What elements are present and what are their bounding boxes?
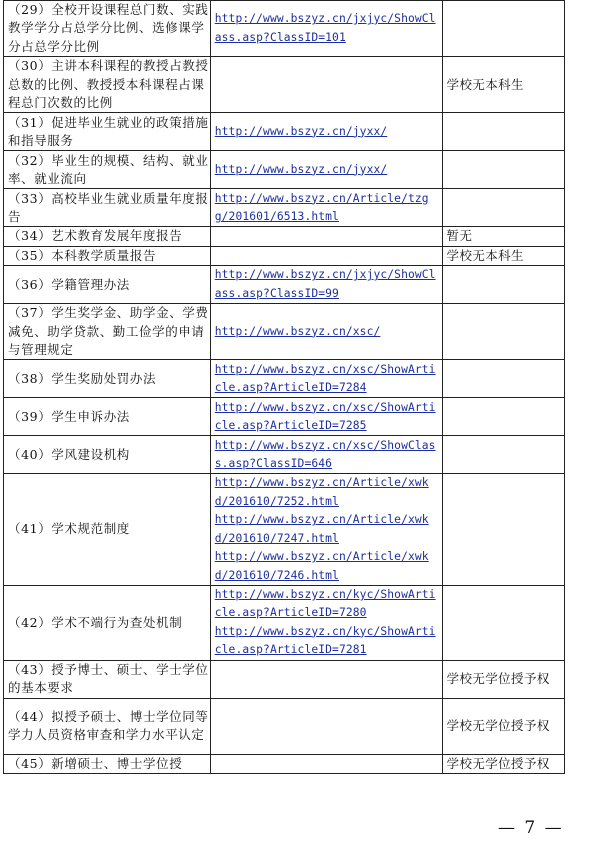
item-cell: （33）高校毕业生就业质量年度报告 <box>4 189 211 227</box>
table-row <box>4 660 565 698</box>
table-row <box>4 227 565 246</box>
table-row <box>4 57 565 113</box>
note-cell: 学校无学位授予权 <box>442 660 564 698</box>
note-cell <box>442 151 564 189</box>
item-cell: （36）学籍管理办法 <box>4 266 211 304</box>
table-row <box>4 754 565 773</box>
table-row <box>4 266 565 304</box>
table-row <box>4 189 565 227</box>
note-cell <box>442 266 564 304</box>
link-cell <box>210 360 442 398</box>
document-link[interactable]: http://www.bszyz.cn/jyxx/ <box>214 124 388 138</box>
document-link[interactable]: http://www.bszyz.cn/Article/xwkd/201610/7246.html <box>214 550 429 582</box>
note-cell: 学校无本科生 <box>442 57 564 113</box>
item-cell: （41）学术规范制度 <box>4 474 211 585</box>
page-number: — 7 — <box>498 818 564 838</box>
link-cell <box>210 1 442 57</box>
table-row <box>4 698 565 754</box>
table-row <box>4 360 565 398</box>
item-cell: （45）新增硕士、博士学位授 <box>4 754 211 773</box>
link-cell <box>210 660 442 698</box>
document-link[interactable]: http://www.bszyz.cn/kyc/ShowArticle.asp?ArticleID=7281 <box>214 624 436 657</box>
document-link[interactable]: http://www.bszyz.cn/Article/xwkd/201610/7252.html <box>214 476 429 508</box>
item-cell: （37）学生奖学金、助学金、学费减免、助学贷款、勤工俭学的申请与管理规定 <box>4 304 211 360</box>
item-cell: （29）全校开设课程总门数、实践教学学分占总学分比例、选修课学分占总学分比例 <box>4 1 211 57</box>
link-cell <box>210 57 442 113</box>
item-cell: （35）本科教学质量报告 <box>4 246 211 265</box>
table-row <box>4 436 565 474</box>
item-cell: （43）授予博士、硕士、学士学位的基本要求 <box>4 660 211 698</box>
link-cell <box>210 754 442 773</box>
note-cell: 学校无学位授予权 <box>442 754 564 773</box>
note-cell: 学校无本科生 <box>442 246 564 265</box>
link-cell <box>210 266 442 304</box>
table-row <box>4 304 565 360</box>
document-link[interactable]: http://www.bszyz.cn/xsc/ShowClass.asp?ClassID=646 <box>214 438 436 470</box>
disclosure-table <box>3 0 565 774</box>
table-row <box>4 246 565 265</box>
note-cell <box>442 189 564 227</box>
link-cell <box>210 474 442 585</box>
link-cell <box>210 227 442 246</box>
item-cell: （42）学术不端行为查处机制 <box>4 585 211 660</box>
item-cell: （31）促进毕业生就业的政策措施和指导服务 <box>4 113 211 151</box>
document-link[interactable]: http://www.bszyz.cn/Article/xwkd/201610/7247.html <box>214 513 429 545</box>
note-cell <box>442 585 564 660</box>
table-row <box>4 474 565 585</box>
link-cell <box>210 189 442 227</box>
item-cell: （34）艺术教育发展年度报告 <box>4 227 211 246</box>
document-link[interactable]: http://www.bszyz.cn/xsc/ <box>214 324 381 338</box>
item-cell: （44）拟授予硕士、博士学位同等学力人员资格审查和学力水平认定 <box>4 698 211 754</box>
note-cell <box>442 304 564 360</box>
document-link[interactable]: http://www.bszyz.cn/jxjyc/ShowClass.asp?ClassID=99 <box>214 268 436 300</box>
link-cell <box>210 398 442 436</box>
link-cell <box>210 246 442 265</box>
note-cell <box>442 360 564 398</box>
document-link[interactable]: http://www.bszyz.cn/Article/tzgg/201601/6513.html <box>214 191 429 223</box>
link-cell <box>210 304 442 360</box>
note-cell: 学校无学位授予权 <box>442 698 564 754</box>
item-cell: （38）学生奖励处罚办法 <box>4 360 211 398</box>
note-cell <box>442 436 564 474</box>
note-cell <box>442 398 564 436</box>
item-cell: （30）主讲本科课程的教授占教授总数的比例、教授授本科课程占课程总门次数的比例 <box>4 57 211 113</box>
document-link[interactable]: http://www.bszyz.cn/jxjyc/ShowClass.asp?ClassID=101 <box>214 12 436 44</box>
note-cell <box>442 1 564 57</box>
item-cell: （39）学生申诉办法 <box>4 398 211 436</box>
note-cell: 暂无 <box>442 227 564 246</box>
document-link[interactable]: http://www.bszyz.cn/xsc/ShowArticle.asp?ArticleID=7284 <box>214 362 436 394</box>
link-cell <box>210 585 442 660</box>
document-link[interactable]: http://www.bszyz.cn/kyc/ShowArticle.asp?ArticleID=7280 <box>214 587 436 620</box>
link-cell <box>210 151 442 189</box>
item-cell: （32）毕业生的规模、结构、就业率、就业流向 <box>4 151 211 189</box>
note-cell <box>442 474 564 585</box>
link-cell <box>210 113 442 151</box>
item-cell: （40）学风建设机构 <box>4 436 211 474</box>
document-link[interactable]: http://www.bszyz.cn/jyxx/ <box>214 162 388 176</box>
note-cell <box>442 113 564 151</box>
table-row <box>4 113 565 151</box>
link-cell <box>210 698 442 754</box>
table-row <box>4 1 565 57</box>
document-link[interactable]: http://www.bszyz.cn/xsc/ShowArticle.asp?ArticleID=7285 <box>214 400 436 432</box>
table-row <box>4 398 565 436</box>
link-cell <box>210 436 442 474</box>
table-row <box>4 151 565 189</box>
table-row <box>4 585 565 660</box>
